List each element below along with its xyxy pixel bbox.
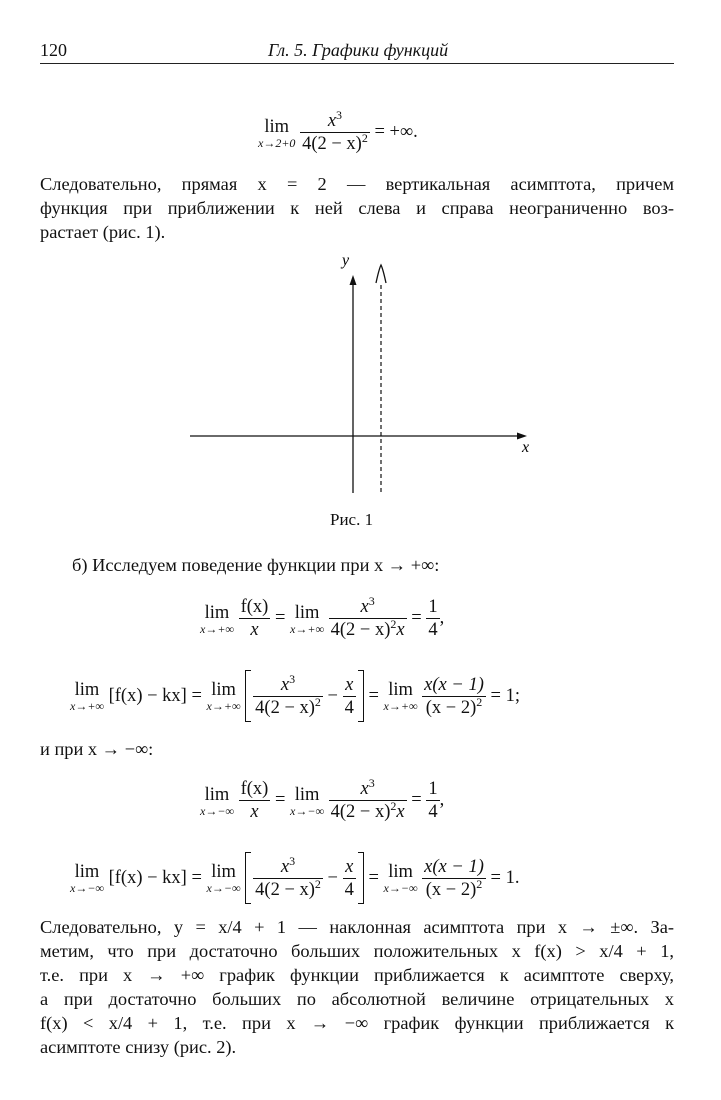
- formula-limit-vertical: lim x→2+0 $\frac{x^3}{4(2 - x)^2}$ = +∞.: [258, 107, 418, 154]
- y-axis-label: y: [342, 252, 350, 269]
- formula-intercept-minus-infinity: lim x→−∞ [f(x) − kx] = lim x→−∞ $\frac{x^3}{4(2 - x)^2}$ − $\frac{x}{4}$ = lim x→−∞ $\frac{x(x - 1)}{(x - 2)^2}$ = 1.: [70, 852, 519, 904]
- formula-intercept-plus-infinity: lim x→+∞ [f(x) − kx] = lim x→+∞ $\frac{x^3}{4(2 - x)^2}$ − $\frac{x}{4}$ = lim x→+∞ $\frac{x(x - 1)}{(x - 2)^2}$ = 1;: [70, 670, 520, 722]
- section-b-intro: б) Исследуем поведение функции при x → +∞:: [72, 555, 440, 575]
- formula-slope-plus-infinity: lim x→+∞ $\frac{f(x)}{x}$ = lim x→+∞ $\frac{x^3}{4(2 - x)^2x}$ = $\frac{1}{4}$ ,: [200, 593, 445, 640]
- y-axis-arrow-icon: [350, 275, 357, 285]
- paragraph-vertical-asymptote: Следовательно, прямая x = 2 — вертикальная асимптота, причем функция при приближении к ней слева и справа неограниченно воз- растает (рис. 1).: [40, 174, 674, 242]
- paragraph-oblique-asymptote: Следовательно, y = x/4 + 1 — наклонная асимптота при x → ±∞. За- метим, что при достаточно больших положительных x f(x) > x/4 + 1, т.е. при x → +∞ график функции приближается к асимптоте сверху, а при достаточно больших по абсолютной величине отрицательных x f(x) < x/4 + 1, т.е. при x → −∞ график функции приближается к асимптоте снизу (рис. 2).: [40, 917, 674, 1057]
- running-title: Гл. 5. Графики функций: [268, 40, 449, 60]
- asymptote-curve-branches: [376, 265, 386, 283]
- header-rule: [40, 63, 674, 64]
- figure-1: [185, 245, 535, 495]
- x-axis-label: x: [522, 439, 530, 456]
- minus-infinity-intro: и при x → −∞:: [40, 739, 154, 759]
- figure-1-caption: Рис. 1: [330, 510, 374, 529]
- formula-slope-minus-infinity: lim x→−∞ $\frac{f(x)}{x}$ = lim x→−∞ $\frac{x^3}{4(2 - x)^2x}$ = $\frac{1}{4}$ ,: [200, 775, 445, 822]
- page-number: 120: [40, 40, 67, 60]
